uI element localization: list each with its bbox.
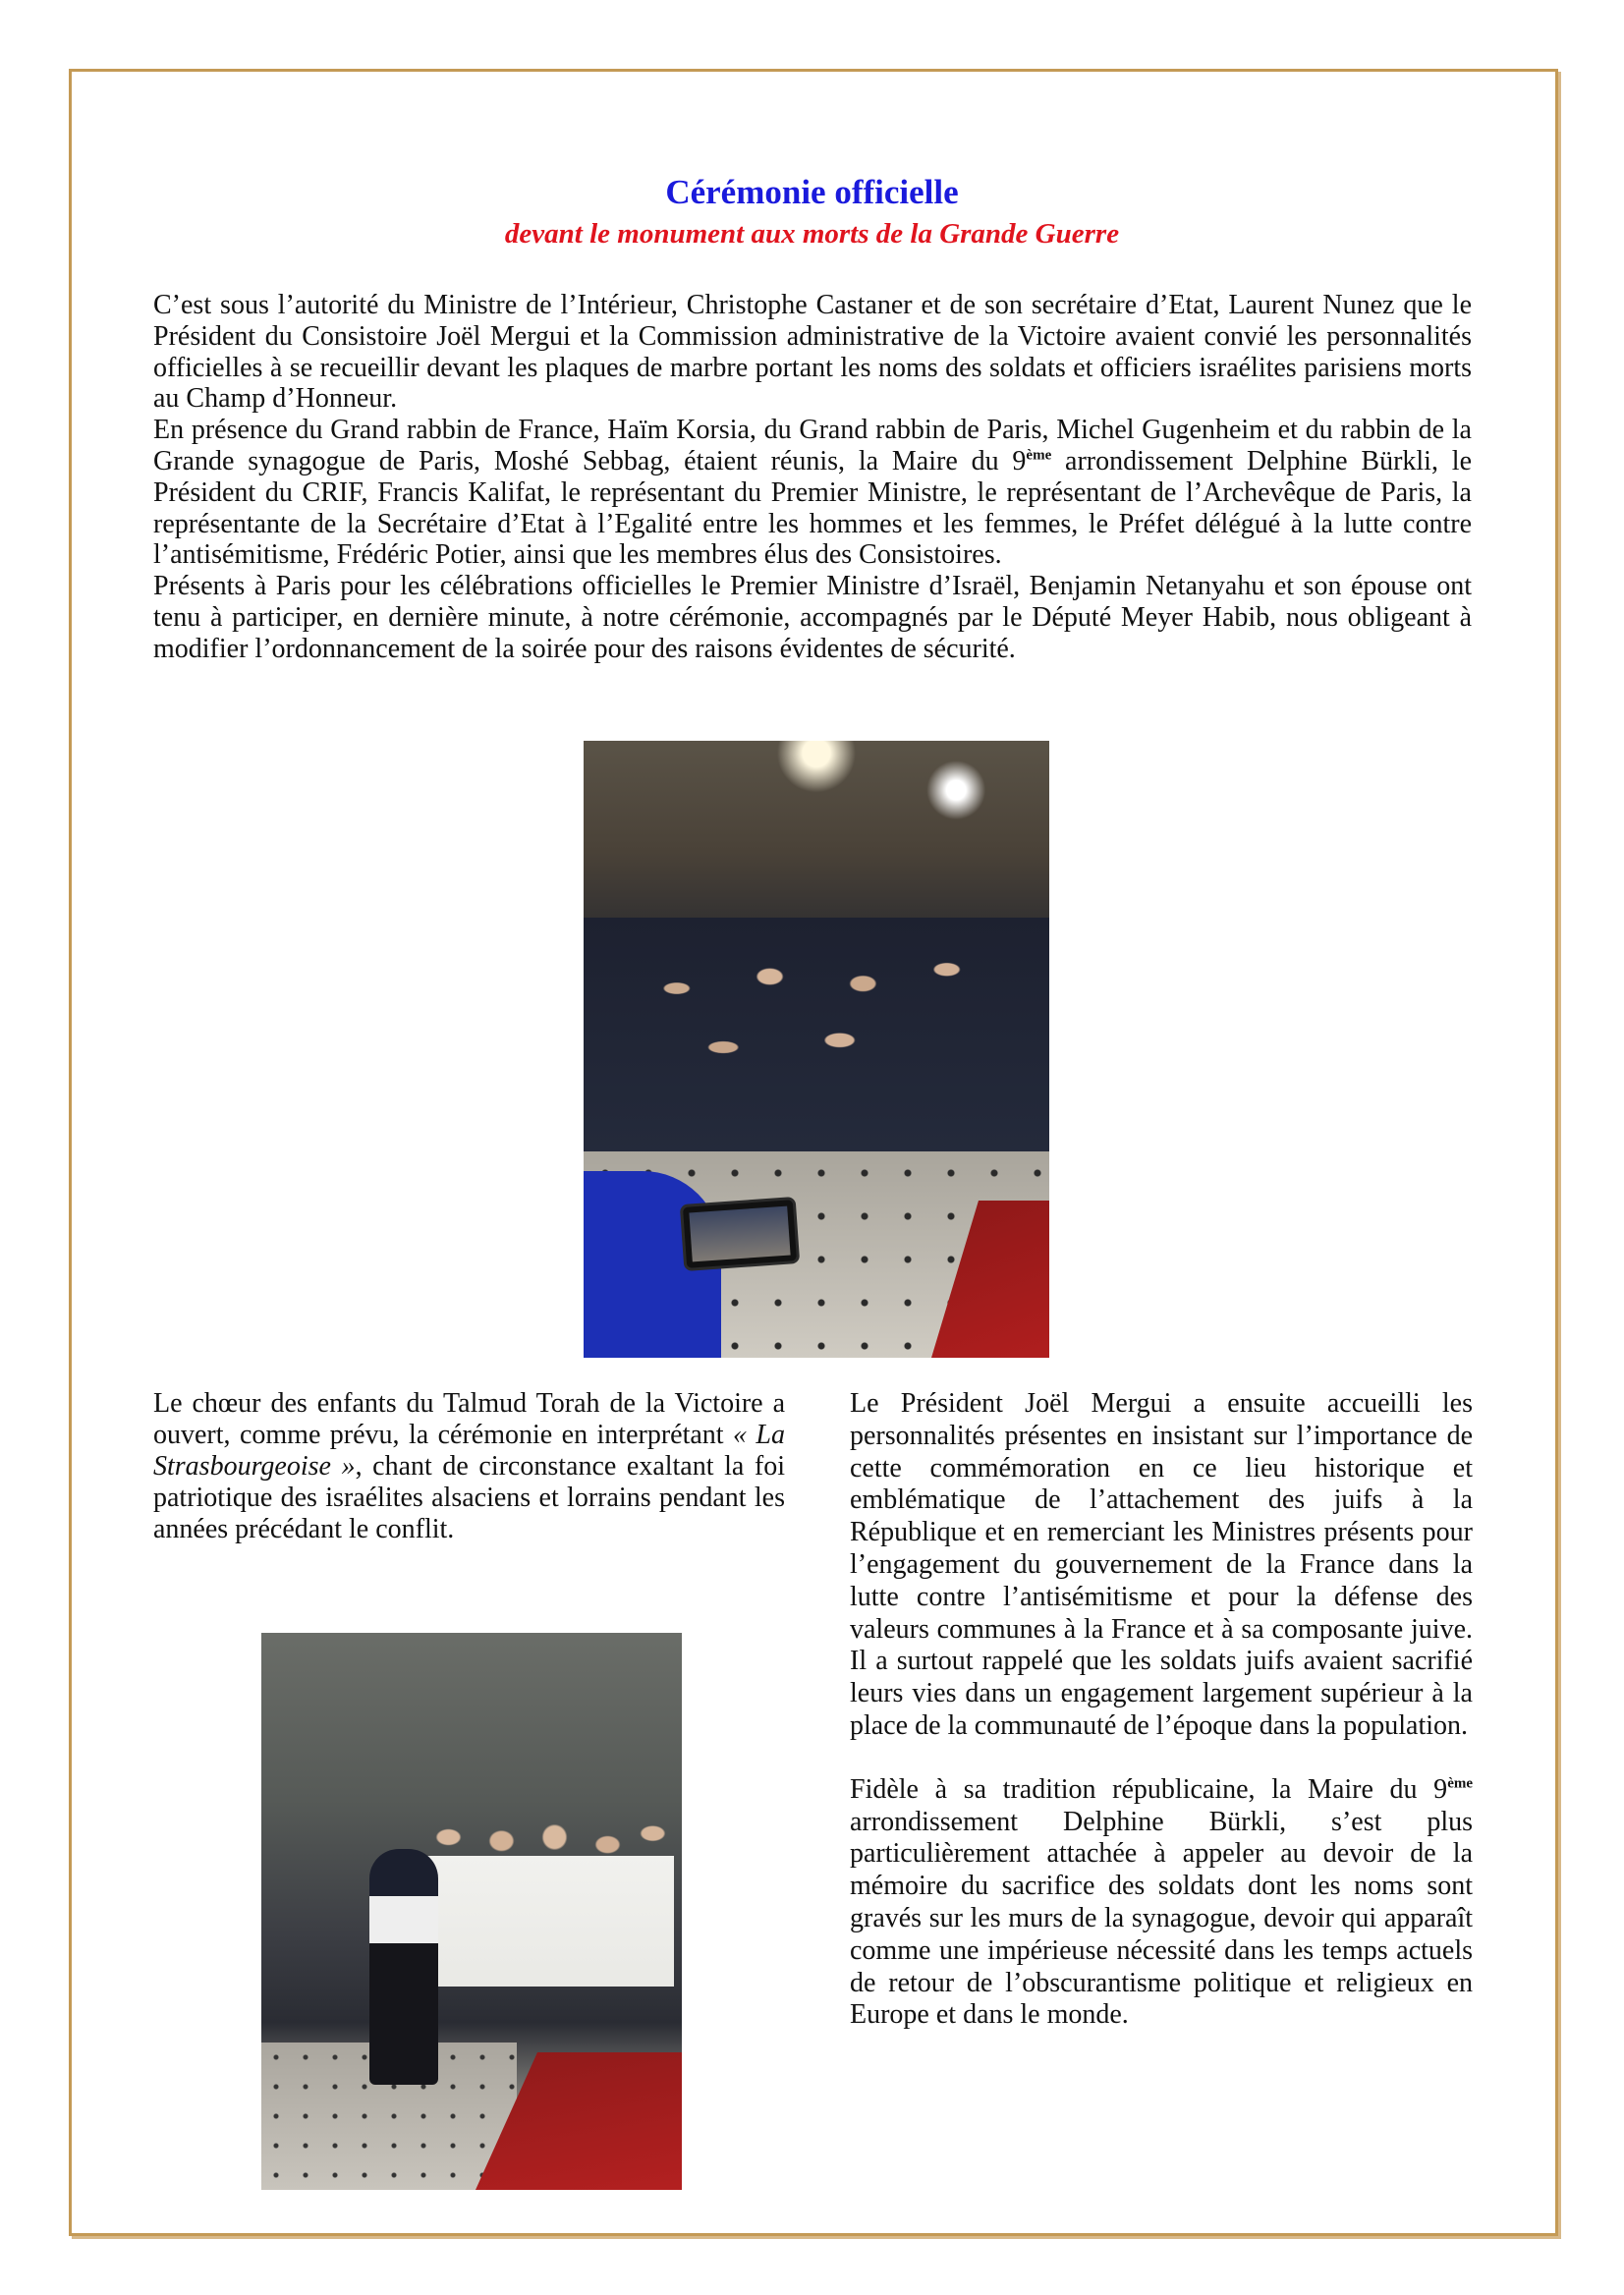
choir-text-end: , chant de circonstance exaltant la foi patriotique des israélites alsaciens et lorrains pendant les années précédant le conflit. [153,1451,785,1544]
left-column-text [153,1388,785,1545]
song-title: « La Strasbourgeoise » [153,1420,785,1482]
intro-paragraph-2 [153,415,1472,571]
smartphone [680,1197,800,1271]
ordinal-superscript: ème [1026,447,1052,464]
intro-paragraph-3: Présents à Paris pour les célébrations officielles le Premier Ministre d’Israël, Benjamin Netanyahu et son épouse ont tenu à participer, en dernière minute, à notre cérémonie, accompagnés par le Député Meyer Habib, nous obligeant à modifier l’ordonnancement de la soirée pour des raisons évidentes de sécurité. [153,571,1472,664]
right-column-text [850,1388,1473,2032]
choir-children [409,1800,674,1987]
intro-paragraph-2-start: En présence du Grand rabbin de France, Haïm Korsia, du Grand rabbin de Paris, Michel Gugenheim et du rabbin de la Grande synagogue de Paris, Moshé Sebbag, étaient réunis, la Maire du 9 [153,415,1472,476]
ordinal-superscript: ème [1447,1775,1473,1792]
page-title: Cérémonie officielle [665,173,959,211]
president-paragraph: Le Président Joël Mergui a ensuite accueilli les personnalités présentes en insistant sur l’importance de cette commémoration en ce lieu historique et emblématique de l’attachement des juifs à la République et en remerciant les Ministres présents pour l’engagement du gouvernement de la France dans la lutte contre l’antisémitisme et pour la défense des valeurs communes à la France et à sa composante juive. Il a surtout rappelé que les soldats juifs avaient sacrifié leurs vies dans un engagement largement supérieur à la place de la communauté de l’époque dans la population. [850,1388,1473,1741]
intro-text [153,290,1472,665]
mayor-paragraph [850,1774,1473,2032]
children-choir-photo [261,1633,682,2190]
choir-text-start: Le chœur des enfants du Talmud Torah de la Victoire a ouvert, comme prévu, la cérémonie en interprétant [153,1388,785,1450]
seated-dignitaries [584,918,1049,1153]
ceremony-audience-photo [584,741,1049,1358]
page-subtitle: devant le monument aux morts de la Grande Guerre [504,218,1120,250]
mayor-text-end: arrondissement Delphine Bürkli, s’est plus particulièrement attachée à appeler au devoir de la mémoire du sacrifice des soldats dont les noms sont gravés sur les murs de la synagogue, devoir qui apparaît comme une impérieuse nécessité dans les temps actuels de retour de l’obscurantisme politique et religieux en Europe et dans le monde. [850,1806,1473,2031]
choir-conductor [369,1849,438,2085]
intro-paragraph-2-end: arrondissement Delphine Bürkli, le Président du CRIF, Francis Kalifat, le représentant du Premier Ministre, le représentant de l’Archevêque de Paris, la représentante de la Secrétaire d’Etat à l’Egalité entre les hommes et les femmes, le Préfet délégué à la lutte contre l’antisémitisme, Frédéric Potier, ainsi que les membres élus des Consistoires. [153,445,1472,571]
mayor-text-start: Fidèle à sa tradition républicaine, la Maire du 9 [850,1773,1448,1805]
choir-paragraph [153,1388,785,1545]
intro-paragraph-1: C’est sous l’autorité du Ministre de l’Intérieur, Christophe Castaner et de son secrétaire d’Etat, Laurent Nunez que le Président du Consistoire Joël Mergui et la Commission administrative de la Victoire avaient convié les personnalités officielles à se recueillir devant les plaques de marbre portant les noms des soldats et officiers israélites parisiens morts au Champ d’Honneur. [153,290,1472,415]
